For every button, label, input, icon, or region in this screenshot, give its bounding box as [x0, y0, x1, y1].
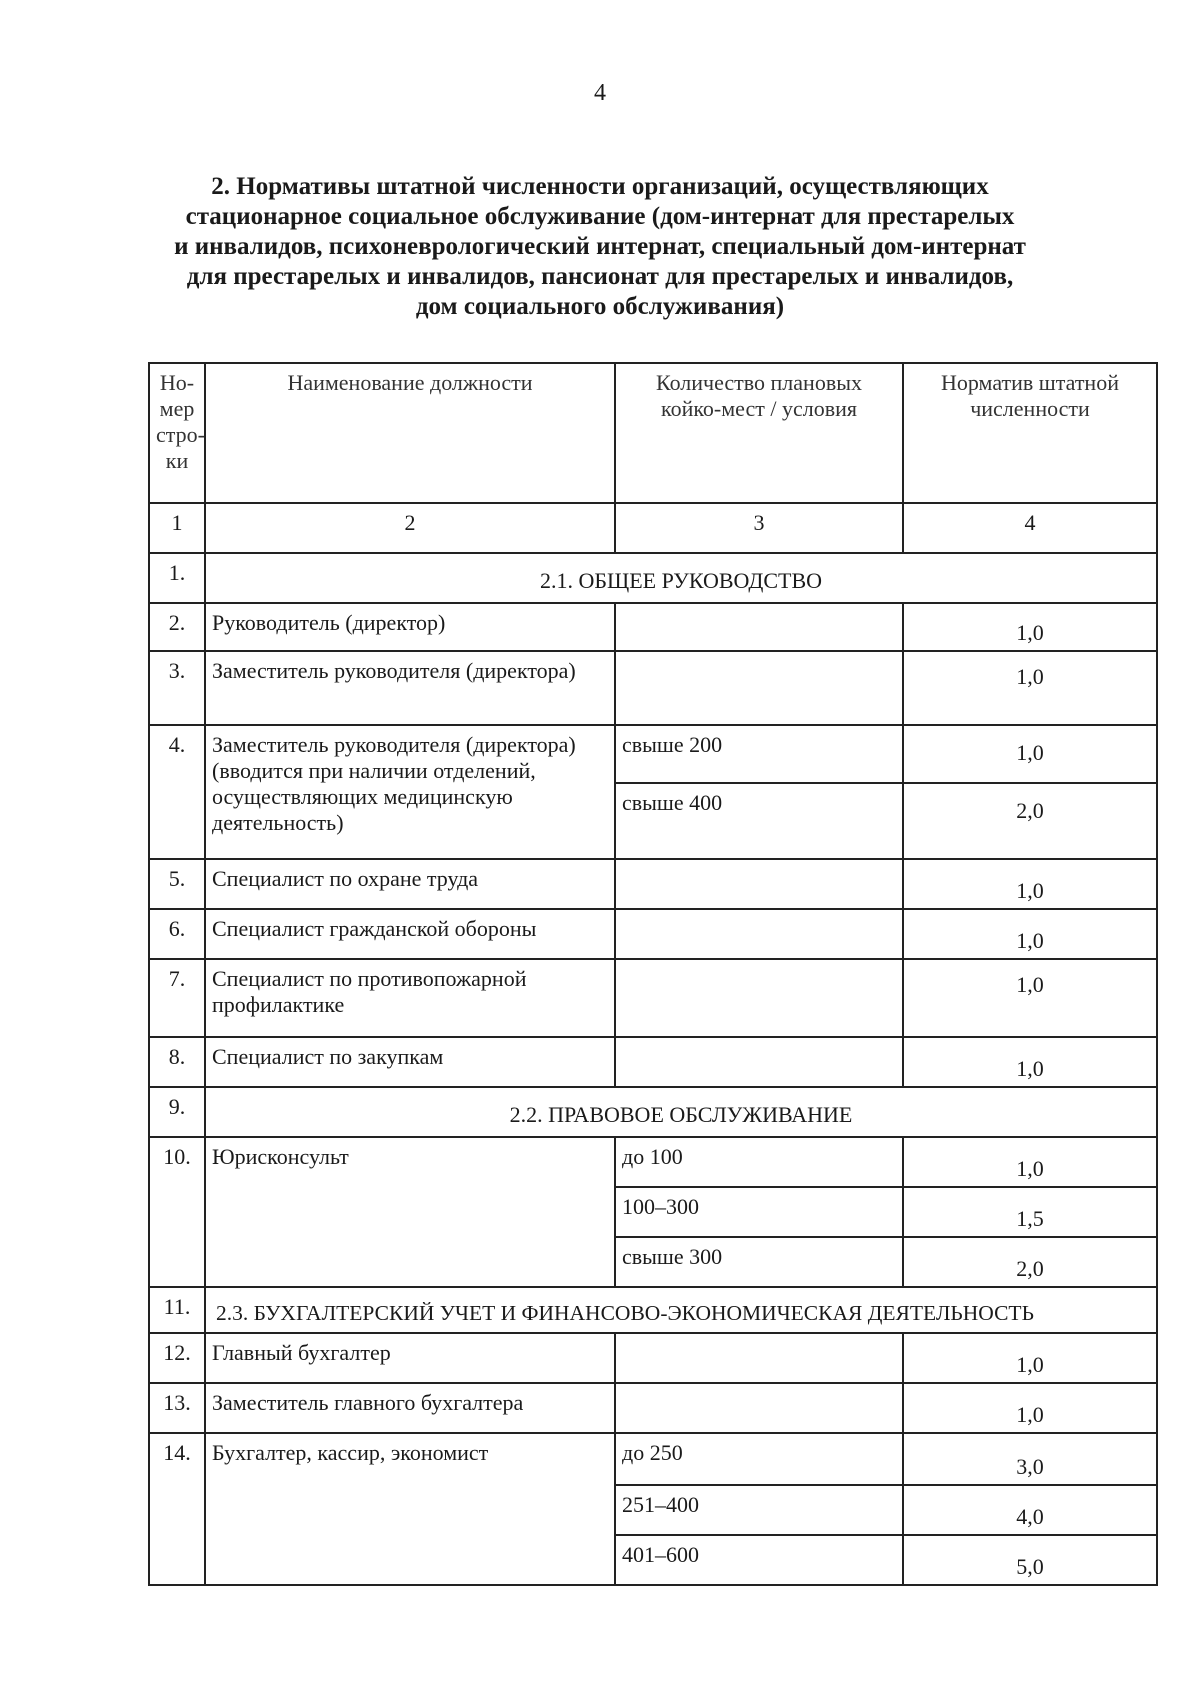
- norm-value: 1,0: [903, 1333, 1157, 1383]
- position-name: Специалист гражданской обороны: [205, 909, 615, 959]
- header-row-number: Но- мер стро- ки: [149, 363, 205, 503]
- norm-value: 2,0: [903, 783, 1157, 859]
- section-heading: 2.1. ОБЩЕЕ РУКОВОДСТВО: [205, 553, 1157, 603]
- condition-cell: 100–300: [615, 1187, 903, 1237]
- table-row: [149, 1333, 1157, 1383]
- table-row: [149, 959, 1157, 1037]
- row-number: 6.: [149, 909, 205, 959]
- table-row: [149, 553, 1157, 603]
- row-number: 11.: [149, 1287, 205, 1333]
- row-number: 13.: [149, 1383, 205, 1433]
- condition-cell: свыше 300: [615, 1237, 903, 1287]
- page-number: 4: [594, 80, 606, 106]
- header-position: Наименование должности: [205, 363, 615, 503]
- condition-cell: [615, 909, 903, 959]
- section-heading: 2.2. ПРАВОВОЕ ОБСЛУЖИВАНИЕ: [205, 1087, 1157, 1137]
- column-number-row: [149, 503, 1157, 553]
- table-row: [149, 651, 1157, 725]
- position-name: Заместитель руководителя (директора) (вводится при наличии отделений, осуществляющих медицинскую деятельность): [205, 725, 615, 859]
- section-heading: 2.3. БУХГАЛТЕРСКИЙ УЧЕТ И ФИНАНСОВО-ЭКОНОМИЧЕСКАЯ ДЕЯТЕЛЬНОСТЬ: [205, 1287, 1157, 1333]
- row-number: 2.: [149, 603, 205, 651]
- header-norm: Норматив штатной численности: [903, 363, 1157, 503]
- condition-cell: [615, 1037, 903, 1087]
- row-number: 8.: [149, 1037, 205, 1087]
- table-row: [149, 859, 1157, 909]
- condition-cell: свыше 400: [615, 783, 903, 859]
- table-row: [149, 1383, 1157, 1433]
- norm-value: 1,0: [903, 725, 1157, 783]
- norm-value: 5,0: [903, 1535, 1157, 1585]
- norm-value: 1,0: [903, 859, 1157, 909]
- position-name: Специалист по охране труда: [205, 859, 615, 909]
- condition-cell: [615, 959, 903, 1037]
- row-number: 1.: [149, 553, 205, 603]
- table-row: [149, 1287, 1157, 1333]
- table-row: [149, 1037, 1157, 1087]
- condition-cell: до 250: [615, 1433, 903, 1485]
- title-line: 2. Нормативы штатной численности организаций, осуществляющих: [211, 173, 989, 200]
- norm-value: 1,0: [903, 959, 1157, 1037]
- table-row: [149, 603, 1157, 651]
- condition-cell: до 100: [615, 1137, 903, 1187]
- condition-cell: [615, 859, 903, 909]
- norm-value: 1,0: [903, 909, 1157, 959]
- table-row: [149, 1087, 1157, 1137]
- position-name: Заместитель главного бухгалтера: [205, 1383, 615, 1433]
- column-number: 3: [615, 503, 903, 553]
- title-line: дом социального обслуживания): [415, 293, 785, 320]
- title-line: стационарное социальное обслуживание (дом-интернат для престарелых: [185, 203, 1015, 230]
- table-header-row: [149, 363, 1157, 503]
- condition-cell: [615, 1333, 903, 1383]
- row-number: 4.: [149, 725, 205, 859]
- condition-cell: [615, 603, 903, 651]
- norm-value: 4,0: [903, 1485, 1157, 1535]
- row-number: 10.: [149, 1137, 205, 1287]
- row-number: 14.: [149, 1433, 205, 1585]
- header-beds: Количество плановых койко-мест / условия: [615, 363, 903, 503]
- norm-value: 1,0: [903, 1383, 1157, 1433]
- norm-value: 1,0: [903, 1037, 1157, 1087]
- column-number: 1: [149, 503, 205, 553]
- row-number: 7.: [149, 959, 205, 1037]
- column-number: 4: [903, 503, 1157, 553]
- position-name: Руководитель (директор): [205, 603, 615, 651]
- table-row: [149, 909, 1157, 959]
- document-title: [130, 172, 1070, 322]
- condition-cell: [615, 651, 903, 725]
- row-number: 5.: [149, 859, 205, 909]
- norm-value: 1,0: [903, 651, 1157, 725]
- position-name: Заместитель руководителя (директора): [205, 651, 615, 725]
- norm-value: 1,0: [903, 603, 1157, 651]
- norm-value: 3,0: [903, 1433, 1157, 1485]
- position-name: Бухгалтер, кассир, экономист: [205, 1433, 615, 1585]
- table-row: [149, 725, 1157, 783]
- title-line: и инвалидов, психоневрологический интернат, специальный дом-интернат: [174, 233, 1026, 260]
- position-name: Главный бухгалтер: [205, 1333, 615, 1383]
- table-row: [149, 1433, 1157, 1485]
- staffing-norms-table: [148, 362, 1158, 1586]
- norm-value: 1,5: [903, 1187, 1157, 1237]
- column-number: 2: [205, 503, 615, 553]
- table-row: [149, 1137, 1157, 1187]
- row-number: 12.: [149, 1333, 205, 1383]
- condition-cell: свыше 200: [615, 725, 903, 783]
- condition-cell: 251–400: [615, 1485, 903, 1535]
- position-name: Специалист по закупкам: [205, 1037, 615, 1087]
- row-number: 9.: [149, 1087, 205, 1137]
- title-line: для престарелых и инвалидов, пансионат для престарелых и инвалидов,: [186, 263, 1014, 290]
- norm-value: 1,0: [903, 1137, 1157, 1187]
- position-name: Юрисконсульт: [205, 1137, 615, 1287]
- condition-cell: 401–600: [615, 1535, 903, 1585]
- condition-cell: [615, 1383, 903, 1433]
- row-number: 3.: [149, 651, 205, 725]
- norm-value: 2,0: [903, 1237, 1157, 1287]
- position-name: Специалист по противопожарной профилактике: [205, 959, 615, 1037]
